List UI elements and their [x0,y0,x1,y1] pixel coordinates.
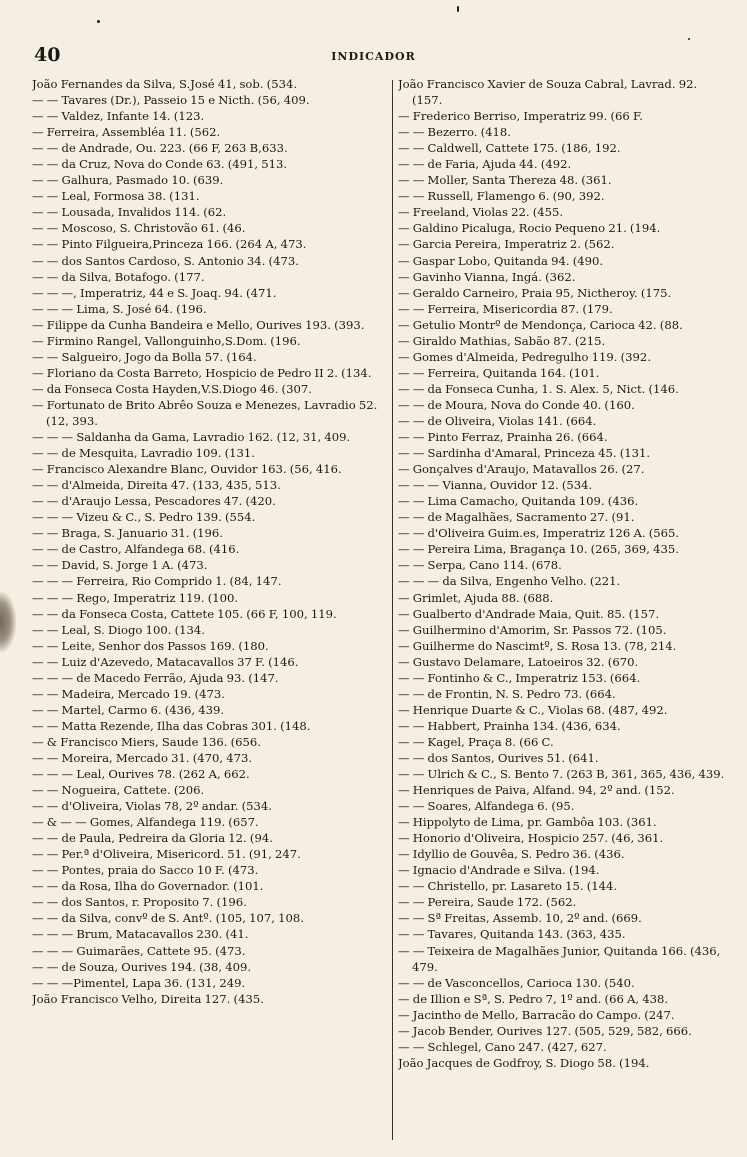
directory-entry: — — Lima Camacho, Quitanda 109. (436. [398,494,639,509]
directory-entry: — Gonçalves d'Araujo, Matavallos 26. (27. [398,462,645,477]
directory-entry: — — — Lima, S. José 64. (196. [32,301,207,316]
directory-entry: — da Fonseca Costa Hayden,V.S.Diogo 46. (307. [32,381,312,396]
directory-entry: — Fortunato de Brito Abrêo Souza e Menezes, Lavradio 52. (12, 393. [32,397,378,428]
directory-entry: — Grimlet, Ajuda 88. (688. [398,590,554,605]
directory-entry: — — Madeira, Mercado 19. (473. [32,686,225,701]
directory-entry: — Getulio Montrº de Mendonça, Carioca 42. (88. [398,317,683,332]
directory-entry: — Gualberto d'Andrade Maia, Quit. 85. (157. [398,606,660,621]
directory-entry: — — de Paula, Pedreira da Gloria 12. (94. [32,831,273,846]
directory-entry: — — d'Almeida, Direita 47. (133, 435, 513. [32,478,281,493]
directory-entry: — — Leal, S. Diogo 100. (134. [32,622,205,637]
directory-entry: — Guilhermino d'Amorim, Sr. Passos 72. (105. [398,622,667,637]
directory-entry: — Idyllio de Gouvêa, S. Pedro 36. (436. [398,847,625,862]
directory-entry: — — de Souza, Ourives 194. (38, 409. [32,959,252,974]
directory-entry: João Jacques de Godfroy, S. Diogo 58. (194. [398,1055,650,1070]
directory-entry: — — da Fonseca Costa, Cattete 105. (66 F, 100, 119. [32,606,337,621]
directory-entry: — — Moscoso, S. Christovão 61. (46. [32,221,246,236]
directory-entry: — & Francisco Miers, Saude 136. (656. [32,734,261,749]
directory-entry: — Gaspar Lobo, Quitanda 94. (490. [398,253,604,268]
directory-entry: João Francisco Xavier de Souza Cabral, Lavrad. 92. (157. [398,77,698,108]
directory-entry: — — de Mesquita, Lavradio 109. (131. [32,446,255,461]
directory-entry: — — Braga, S. Januario 31. (196. [32,526,223,541]
page-number: 40 [34,44,61,66]
directory-entry: — Ferreira, Assembléa 11. (562. [32,125,221,140]
left-column [32,76,387,1144]
directory-entry: — — Fontinho & C., Imperatriz 153. (664. [398,670,641,685]
directory-entry: — — Pereira Lima, Bragança 10. (265, 369, 435. [398,542,679,557]
directory-entry: — — Pontes, praia do Sacco 10 F. (473. [32,863,259,878]
directory-entry: — — Salgueiro, Jogo da Bolla 57. (164. [32,349,257,364]
directory-entry: — — —, Imperatriz, 44 e S. Joaq. 94. (471. [32,285,277,300]
directory-entry: — — — Leal, Ourives 78. (262 A, 662. [32,767,250,782]
directory-entry: — Gustavo Delamare, Latoeiros 32. (670. [398,654,639,669]
directory-entry: — — dos Santos, Ourives 51. (641. [398,750,599,765]
directory-entry: — — Moller, Santa Thereza 48. (361. [398,173,612,188]
directory-entry: — — da Silva, convº de S. Antº. (105, 107, 108. [32,911,304,926]
directory-entry: — — de Faria, Ajuda 44. (492. [398,157,572,172]
directory-entry: — Garcia Pereira, Imperatriz 2. (562. [398,237,615,252]
directory-entry: — — — Vianna, Ouvidor 12. (534. [398,478,593,493]
directory-entry: — de Illion e Sª, S. Pedro 7, 1º and. (66 A, 438. [398,991,669,1006]
directory-entry: — — Caldwell, Cattete 175. (186, 192. [398,141,621,156]
directory-entry: — — Martel, Carmo 6. (436, 439. [32,702,225,717]
directory-entry: — Hippolyto de Lima, pr. Gambôa 103. (361. [398,815,657,830]
directory-entry: — Gomes d'Almeida, Pedregulho 119. (392. [398,349,651,364]
directory-entry: — Geraldo Carneiro, Praia 95, Nictheroy. (175. [398,285,672,300]
directory-entry: — — Serpa, Cano 114. (678. [398,558,562,573]
directory-entry: — — da Silva, Botafogo. (177. [32,269,205,284]
directory-entry: — Giraldo Mathias, Sabão 87. (215. [398,333,606,348]
directory-entry: — — Pinto Ferraz, Prainha 26. (664. [398,430,608,445]
directory-entry: — — Sª Freitas, Assemb. 10, 2º and. (669. [398,911,642,926]
directory-entry: — — Teixeira de Magalhães Junior, Quitanda 166. (436, 479. [398,943,721,974]
directory-entry: — — Kagel, Praça 8. (66 C. [398,734,554,749]
directory-entry: — — Pinto Filgueira,Princeza 166. (264 A, 473. [32,237,307,252]
directory-entry: — — de Oliveira, Violas 141. (664. [398,413,597,428]
directory-entry: — — — de Macedo Ferrão, Ajuda 93. (147. [32,670,279,685]
directory-entry: — Freeland, Violas 22. (455. [398,205,564,220]
directory-entry: — — d'Araujo Lessa, Pescadores 47. (420. [32,494,276,509]
directory-entry: — — Ferreira, Misericordia 87. (179. [398,301,613,316]
directory-entry: — — Pereira, Saude 172. (562. [398,895,577,910]
directory-entry: — — Moreira, Mercado 31. (470, 473. [32,750,253,765]
directory-entry: — Frederico Berriso, Imperatriz 99. (66 F. [398,109,643,124]
right-column [398,76,728,1144]
ink-speck [97,20,100,23]
directory-entry: — — da Rosa, Ilha do Governador. (101. [32,879,264,894]
directory-entry: — — Lousada, Invalidos 114. (62. [32,205,227,220]
directory-entry: — — de Frontin, N. S. Pedro 73. (664. [398,686,616,701]
directory-entry: — — de Magalhães, Sacramento 27. (91. [398,510,635,525]
directory-entry: — Jacintho de Mello, Barracão do Campo. (247. [398,1007,675,1022]
directory-entry: João Francisco Velho, Direita 127. (435. [32,991,264,1006]
directory-entry: — — Ulrich & C., S. Bento 7. (263 B, 361, 365, 436, 439. [398,767,725,782]
directory-entry: — & — — Gomes, Alfandega 119. (657. [32,815,259,830]
directory-entry: — — — Vizeu & C., S. Pedro 139. (554. [32,510,256,525]
directory-entry: — — Tavares, Quitanda 143. (363, 435. [398,927,626,942]
directory-entry: — Floriano da Costa Barreto, Hospicio de Pedro II 2. (134. [32,365,372,380]
directory-entry: — — Luiz d'Azevedo, Matacavallos 37 F. (146. [32,654,299,669]
directory-entry: — — Leite, Senhor dos Passos 169. (180. [32,638,269,653]
directory-entry: — — Nogueira, Cattete. (206. [32,783,205,798]
directory-entry: — Honorio d'Oliveira, Hospicio 257. (46, 361. [398,831,664,846]
directory-entry: — Francisco Alexandre Blanc, Ouvidor 163. (56, 416. [32,462,342,477]
directory-entry: — Guilherme do Nascimtº, S. Rosa 13. (78, 214. [398,638,677,653]
ink-speck [457,6,459,12]
directory-entry: — Filippe da Cunha Bandeira e Mello, Ourives 193. (393. [32,317,365,332]
directory-entry: — — da Fonseca Cunha, 1. S. Alex. 5, Nict. (146. [398,381,679,396]
directory-entry: — — —Pimentel, Lapa 36. (131, 249. [32,975,246,990]
directory-entry: — — Bezerro. (418. [398,125,511,140]
directory-entry: — — Schlegel, Cano 247. (427, 627. [398,1039,607,1054]
directory-entry: — — d'Oliveira, Violas 78, 2º andar. (534. [32,799,272,814]
directory-entry: — — Tavares (Dr.), Passeio 15 e Nicth. (56, 409. [32,93,310,108]
directory-entry: — — — Guimarães, Cattete 95. (473. [32,943,246,958]
directory-entry: — Henrique Duarte & C., Violas 68. (487, 492. [398,702,668,717]
column-divider [392,80,393,1140]
directory-entry: — Gavinho Vianna, Ingá. (362. [398,269,576,284]
directory-entry: — — Matta Rezende, Ilha das Cobras 301. (148. [32,718,311,733]
directory-entry: — — Per.ª d'Oliveira, Misericord. 51. (91, 247. [32,847,301,862]
directory-entry: — — — Saldanha da Gama, Lavradio 162. (12, 31, 409. [32,430,351,445]
directory-entry: — — de Moura, Nova do Conde 40. (160. [398,397,635,412]
directory-entry: — — d'Oliveira Guim.es, Imperatriz 126 A. (565. [398,526,680,541]
directory-entry: — — — Brum, Matacavallos 230. (41. [32,927,249,942]
directory-entry: — — dos Santos Cardoso, S. Antonio 34. (473. [32,253,299,268]
directory-entry: — Jacob Bender, Ourives 127. (505, 529, 582, 666. [398,1023,692,1038]
directory-entry: — Henriques de Paiva, Alfand. 94, 2º and. (152. [398,783,675,798]
page-header [30,44,717,70]
directory-entry: — Firmino Rangel, Vallonguinho,S.Dom. (196. [32,333,301,348]
directory-entry: — — da Cruz, Nova do Conde 63. (491, 513. [32,157,288,172]
directory-entry: — — dos Santos, r. Proposito 7. (196. [32,895,247,910]
ink-speck [688,38,690,40]
directory-entry: — — Russell, Flamengo 6. (90, 392. [398,189,605,204]
directory-entry: — Galdino Picaluga, Rocio Pequeno 21. (194. [398,221,661,236]
directory-entry: — — de Vasconcellos, Carioca 130. (540. [398,975,635,990]
directory-entry: — — David, S. Jorge 1 A. (473. [32,558,208,573]
directory-entry: — — Galhura, Pasmado 10. (639. [32,173,224,188]
directory-entry: — — Ferreira, Quitanda 164. (101. [398,365,600,380]
directory-entry: — — Sardinha d'Amaral, Princeza 45. (131. [398,446,651,461]
directory-entry: — — de Andrade, Ou. 223. (66 F, 263 B,633. [32,141,288,156]
page-edge-stain [0,592,16,652]
directory-entry: — — — Rego, Imperatriz 119. (100. [32,590,239,605]
directory-entry: — — Soares, Alfandega 6. (95. [398,799,575,814]
directory-entry: — Ignacio d'Andrade e Silva. (194. [398,863,600,878]
directory-entry: — — de Castro, Alfandega 68. (416. [32,542,240,557]
directory-entry: — — Habbert, Prainha 134. (436, 634. [398,718,621,733]
directory-entry: — — — da Silva, Engenho Velho. (221. [398,574,621,589]
running-head: INDICADOR [331,50,416,63]
directory-entry: — — Leal, Formosa 38. (131. [32,189,200,204]
directory-entry: — — — Ferreira, Rio Comprido 1. (84, 147. [32,574,282,589]
directory-entry: — — Christello, pr. Lasareto 15. (144. [398,879,618,894]
directory-entry: — — Valdez, Infante 14. (123. [32,109,205,124]
directory-entry: João Fernandes da Silva, S.José 41, sob. (534. [32,77,298,91]
